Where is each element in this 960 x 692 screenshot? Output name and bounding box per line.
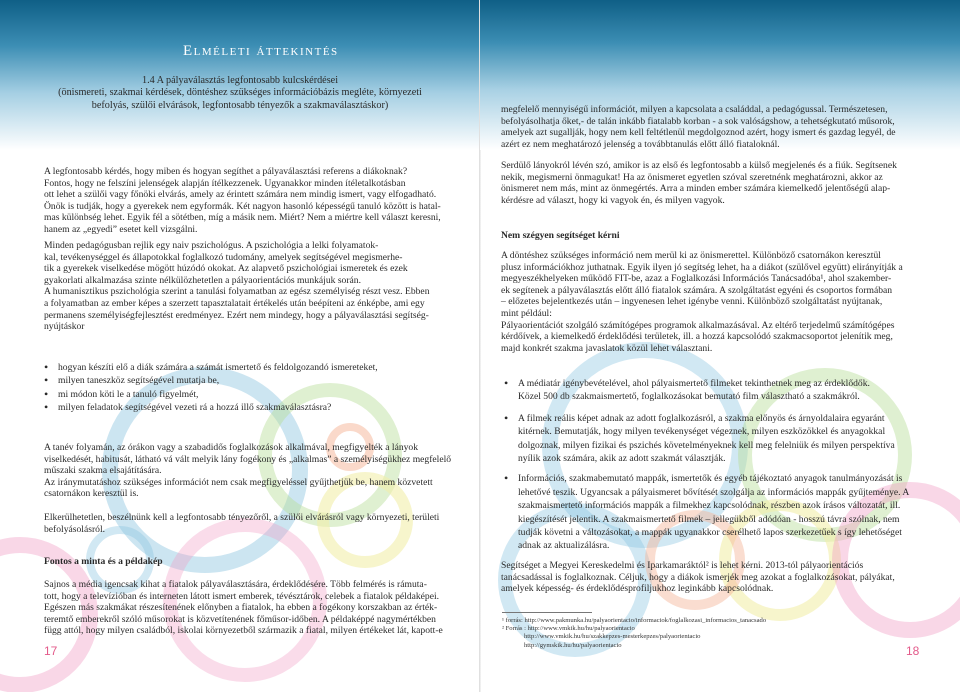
footnotes <box>502 617 942 650</box>
paragraph: Elkerülhetetlen, beszélnünk kell a legfontosabb tényezőről, a szülői elvárásról vagy környezeti, területi befolyásolásról. <box>44 512 440 535</box>
footnote-link[interactable]: ¹ forrás: http://www.pakmunka.hu/palyaorientacio/informaciok/foglalkozasi_informacios_tanacsado <box>502 617 767 624</box>
footnote-link[interactable]: http://www.vmkik.hu/hu/szakkepzes-mesterkepzes/palyaorientacio <box>524 633 701 641</box>
footnote-link[interactable]: http://gymskik.hu/hu/palyaorientacio <box>524 641 622 649</box>
paragraph: A legfontosabb kérdés, hogy miben és hogyan segíthet a pályaválasztási referens a diákoknak? Fontos, hogy ne felszíni jelenségek alapján ítélkezzenek. Ugyanakkor minden ítéletalkotásban ott lehet a szülői vagy főnöki elvárás, amely az érintett számára nem mindig ismert, vagy elfogadható. Önök is tudják, hogy a gyerekek nem egyformák. Két nagyon hasonló képességű tanuló között is hatal- mas különbség lehet. Egyik fél a sötétben, míg a másik nem. Miért? Nem a miértre kell választ keresni, hanem az „egyedi” esetet kell vizsgálni. <box>44 166 441 235</box>
list-item: • A médiatár igénybevételével, ahol pályaismertető filmeket tekinthetnek meg az érdeklődők. Közel 500 db szakmaismertető, foglalkozásokat bemutató film választható a szakmákról. <box>502 377 944 404</box>
section-heading: Fontos a minta és a példakép <box>44 556 163 567</box>
section-heading: Nem szégyen segítséget kérni <box>501 230 620 241</box>
list-item: • milyen feladatok segítségével vezeti rá a hozzá illő szakmaválasztásra? <box>42 401 462 414</box>
paragraph: Segítséget a Megyei Kereskedelmi és Iparkamaráktól² is lehet kérni. 2013-tól pályaorientációs tanácsadással is foglalkoznak. Céljuk, hogy a diákok ismerjék meg azokat a foglalkozásokat, pályákat, amelyek képesség- és érdeklődésprofiljukhoz leginkább kapcsolódnak. <box>501 560 895 595</box>
paragraph: Serdülő lányokról lévén szó, amikor is az első és legfontosabb a külső megjelenés és a fiúk. Segítsenek nekik, megismerni önmagukat! Ha az önismeret egyetlen szóval szeretnénk meghatározni, akkor az önismeret nem más, mint az önmegértés. Arra a minden ember számára kiemelkedő jelentőségű alap- kérdésre ad választ, hogy ki vagyok én, és milyen vagyok. <box>501 160 897 206</box>
list-item: • Információs, szakmabemutató mappák, ismertetők és egyéb tájékoztató anyagok tanulmányozását is lehetővé teszik. Ugyancsak a pályaismeret bővítését szolgálja az információs mappák gyűjteménye. A szakmaismertető információs mappák a filmekhez kapcsolódnak, részben azok írásos változatát, ill. kiegészítését jelentik. A szakmaismertető filmek – jellegükből adódóan - hosszú távra szólnak, nem tudják követni a változásokat, a mappák ugyanakkor cserélhető lapos szerkezetűek s így lehetőséget adnak az aktualizálásra. <box>502 472 944 552</box>
paragraph: Sajnos a média igencsak kihat a fiatalok pályaválasztására, érdeklődésére. Több felmérés is rámuta- tott, hogy a televízióban és interneten látott ismert emberek, tévésztárok, celebek a fiatalok példaképei. Egészen más szakmákat részesítenének előnyben a fiatalok, ha ebben a fogékony korszakban az érték- teremtő emberekről szóló műsorokat is közvetítenének főműsor-időben. A példaképpé nagymértékben függ attól, hogy milyen családból, iskolai környezetből származik a fiatal, milyen értékeket lát, kapott-e <box>44 579 443 637</box>
subtitle-line: befolyás, szülői elvárások, legfontosabb tényezők a szakmaválasztáskor) <box>91 99 389 111</box>
list-item: • hogyan készíti elő a diák számára a számát ismertető és feldolgozandó ismereteket, <box>42 361 462 374</box>
chapter-subtitle <box>30 75 450 112</box>
subtitle-line: 1.4 A pályaválasztás legfontosabb kulcskérdései <box>141 75 339 86</box>
subtitle-line: (önismereti, szakmai kérdések, döntéshez szükséges információbázis megléte, környezeti <box>58 87 422 99</box>
paragraph: A tanév folyamán, az órákon vagy a szabadidős foglalkozások alkalmával, megfigyelték a lányok viselkedését, habitusát, látható vá vált melyik lány fogékony és „alkalmas” a személyiségükhez megfelelő műszaki szakma elsajátítására. Az iránymutatáshoz szükséges információt nem csak megfigyeléssel gyűjthetjük be, hanem közvetett csatornákon keresztül is. <box>44 442 452 500</box>
page-number: 17 <box>44 644 58 658</box>
paragraph: Minden pedagógusban rejlik egy naiv pszichológus. A pszichológia a lelki folyamatok- kal, tevékenységgel és állapotokkal foglalkozó tudomány, amelyek segítségével megismerhe- tik a gyerekek viselkedése mögött húzódó okokat. Az alapvető pszichológiai ismeretek és ezek gyakorlati alkalmazása szinte nélkülözhetetlen a pályaorientációs munkájuk során. A humanisztikus pszichológia szerint a tanulási folyamatban az egész személyiség részt vesz. Ebben a folyamatban az ember képes a szerzett tapasztalatait értékelés után beépíteni az énképbe, ami egy permanens személyiségfejlesztést eredményez. Ezért nem mindegy, hogy a pályaválasztási segítség- nyújtáskor <box>44 240 430 333</box>
paragraph: megfelelő mennyiségű információt, milyen a kapcsolata a családdal, a pedagógussal. Természetesen, befolyásolhatja őket,- de talán inkább fiatalabb korban - a sok valóságshow, a tehetségkutató műsorok, amelyek azt sugallják, hogy nem kell feltétlenül megdolgoznod azért, hogy ismert és gazdag legyél, de azért ez nem meghatározó jelenség a továbbtanulás előtt álló fiataloknál. <box>501 104 896 150</box>
section-title: Elméleti áttekintés <box>183 43 339 59</box>
list-item: • A filmek reális képet adnak az adott foglalkozásról, a szakma előnyös és árnyoldalaira egyaránt kitérnek. Bemutatják, hogy milyen tevékenységet végeznek, milyen eszközökkel és anyagokkal dolgoznak, milyen fizikai és pszichés követelményeknek kell meg felelniük és milyen perspektíva nyílik azok számára, akik az adott szakmát választják. <box>502 412 944 466</box>
footnote-link[interactable]: ² Forrás : http://www.vmkik.hu/hu/palyaorientacio <box>502 625 635 633</box>
footnote-rule <box>502 612 592 613</box>
page-number: 18 <box>906 644 920 658</box>
right-page <box>480 0 960 692</box>
list-item: • milyen taneszköz segítségével mutatja be, <box>42 374 462 387</box>
bullet-list <box>502 377 944 553</box>
bullet-list <box>42 361 462 415</box>
list-item: • mi módon köti le a tanuló figyelmét, <box>42 388 462 401</box>
paragraph: A döntéshez szükséges információ nem merül ki az önismerettel. Különböző csatornákon keresztül plusz információkhoz juthatnak. Egyik ilyen jó segítség lehet, ha a diákot (szülővel együtt) elirányítják a megyeszékhelyeken működő FIT-be, azaz a Foglalkozási Információs Tanácsadóba¹, ahol szakember- ek segítenek a pályaválasztás előtt álló fiatalok számára. A szolgáltatást egyéni és csoportos formában – előzetes bejelentkezés után – ingyenesen lehet igénybe venni. Különböző szolgáltatást nyújtanak, mint például: Pályaorientációt szolgáló számítógépes programok alkalmazásával. Az eltérő terjedelmű számítógépes kérdőívek, a kiemelkedő érdeklődési területek, ill. a hozzá kapcsolódó szakmacsoportot jelenítik meg, majd konkrét szakma javaslatok közül lehet választani. <box>501 250 903 354</box>
